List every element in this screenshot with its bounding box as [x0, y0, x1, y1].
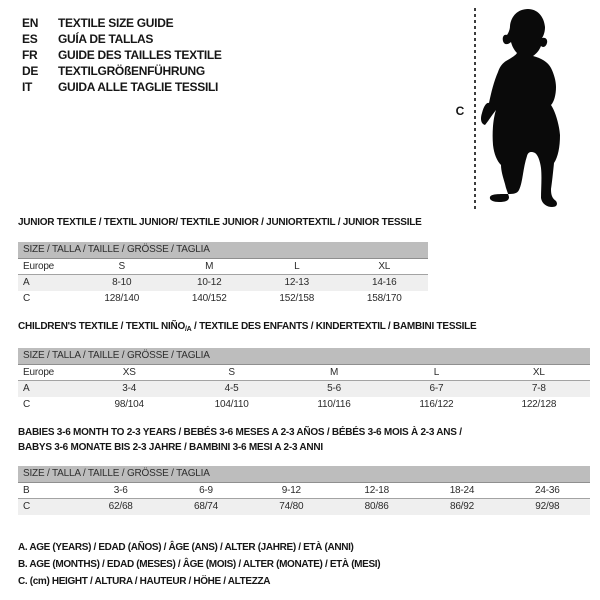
row-label: B	[23, 485, 30, 496]
title-children-subscript: /A	[184, 326, 192, 333]
table-cell: 62/68	[108, 501, 133, 512]
table-cell: 92/98	[535, 501, 560, 512]
table-cell: 128/140	[104, 293, 140, 304]
table-cell: 104/110	[214, 399, 249, 410]
table-cell: 7-8	[531, 383, 546, 394]
lang-row-de	[22, 63, 222, 79]
row-label: Europe	[23, 261, 55, 272]
table-cell: 12-13	[284, 277, 310, 288]
lang-title: TEXTILGRÖßENFÜHRUNG	[58, 64, 205, 78]
table-cell: L	[433, 367, 440, 378]
table-row-europe	[18, 365, 590, 381]
table-row-a	[18, 275, 428, 291]
table-row-c	[18, 499, 590, 515]
lang-row-fr	[22, 47, 222, 63]
table-row-b	[18, 483, 590, 499]
section-title-children	[18, 321, 476, 333]
table-cell: XS	[122, 367, 136, 378]
table-cell: 4-5	[224, 383, 239, 394]
table-cell: 122/128	[521, 399, 557, 410]
table-cell: 86/92	[449, 501, 474, 512]
legend-line-c: C. (cm) HEIGHT / ALTURA / HAUTEUR / HÖHE / ALTEZZA	[18, 576, 271, 587]
table-cell: S	[118, 261, 125, 272]
junior-size-table	[18, 242, 428, 307]
lang-code: IT	[22, 80, 33, 94]
table-cell: 68/74	[193, 501, 218, 512]
table-row-c	[18, 397, 590, 413]
section-title-junior: JUNIOR TEXTILE / TEXTIL JUNIOR/ TEXTILE JUNIOR / JUNIORTEXTIL / JUNIOR TESSILE	[18, 217, 422, 228]
table-cell: 6-7	[429, 383, 444, 394]
row-label: C	[23, 399, 31, 410]
table-row-europe	[18, 259, 428, 275]
lang-row-en	[22, 15, 222, 31]
table-header-bar: SIZE / TALLA / TAILLE / GRÖSSE / TAGLIA	[18, 348, 590, 365]
table-cell: 3-4	[122, 383, 137, 394]
row-label: Europe	[23, 367, 55, 378]
table-cell: 9-12	[281, 485, 301, 496]
lang-row-it	[22, 79, 222, 95]
children-size-table	[18, 348, 590, 413]
lang-code: DE	[22, 64, 39, 78]
title-children-pre: CHILDREN'S TEXTILE / TEXTIL NIÑO	[18, 321, 185, 332]
table-cell: 10-12	[196, 277, 222, 288]
lang-code: EN	[22, 16, 39, 30]
lang-code: FR	[22, 48, 38, 62]
lang-code: ES	[22, 32, 38, 46]
table-cell: 80/86	[364, 501, 389, 512]
lang-row-es	[22, 31, 222, 47]
row-label: C	[23, 293, 31, 304]
table-cell: L	[294, 261, 300, 272]
title-babies-line2: BABYS 3-6 MONATE BIS 2-3 JAHRE / BAMBINI 3-6 MESI A 2-3 ANNI	[18, 442, 323, 453]
table-cell: 74/80	[279, 501, 304, 512]
table-cell: 158/170	[366, 293, 402, 304]
table-cell: 24-36	[535, 485, 560, 496]
table-cell: 116/122	[419, 399, 454, 410]
table-cell: 18-24	[449, 485, 475, 496]
table-cell: 14-16	[371, 277, 397, 288]
table-cell: 12-18	[364, 485, 389, 496]
table-cell: 8-10	[112, 277, 132, 288]
table-cell: 152/158	[279, 293, 315, 304]
lang-title: TEXTILE SIZE GUIDE	[58, 16, 174, 30]
legend-line-b: B. AGE (MONTHS) / EDAD (MESES) / ÂGE (MOIS) / ALTER (MONATE) / ETÀ (MESI)	[18, 559, 381, 570]
legend	[18, 539, 380, 590]
lang-title: GUÍA DE TALLAS	[58, 32, 154, 46]
height-dashed-line	[474, 8, 476, 209]
baby-silhouette	[480, 5, 580, 210]
language-header	[22, 15, 222, 95]
table-row-a	[18, 381, 590, 397]
table-cell: M	[329, 367, 339, 378]
row-label: A	[23, 383, 30, 394]
legend-line-a: A. AGE (YEARS) / EDAD (AÑOS) / ÂGE (ANS) / ALTER (JAHRE) / ETÀ (ANNI)	[18, 542, 354, 553]
section-title-babies	[18, 425, 462, 455]
table-cell: 110/116	[317, 399, 351, 410]
table-cell: S	[228, 367, 235, 378]
table-row-c	[18, 291, 428, 307]
row-label: A	[23, 277, 30, 288]
table-cell: 140/152	[191, 293, 227, 304]
lang-title: GUIDA ALLE TAGLIE TESSILI	[58, 80, 219, 94]
table-cell: XL	[532, 367, 545, 378]
table-cell: XL	[378, 261, 391, 272]
lang-title: GUIDE DES TAILLES TEXTILE	[58, 48, 222, 62]
row-label: C	[23, 501, 31, 512]
table-cell: 98/104	[114, 399, 144, 410]
title-children-post: / TEXTILE DES ENFANTS / KINDERTEXTIL / BAMBINI TESSILE	[191, 321, 477, 332]
babies-size-table	[18, 466, 590, 515]
height-measure-label: C	[455, 104, 465, 118]
table-header-bar: SIZE / TALLA / TAILLE / GRÖSSE / TAGLIA	[18, 242, 428, 259]
title-babies-line1: BABIES 3-6 MONTH TO 2-3 YEARS / BEBÉS 3-6 MESES A 2-3 AÑOS / BÉBÉS 3-6 MOIS À 2-3 ANS /	[18, 427, 462, 438]
table-cell: M	[205, 261, 214, 272]
table-cell: 3-6	[113, 485, 128, 496]
table-header-bar: SIZE / TALLA / TAILLE / GRÖSSE / TAGLIA	[18, 466, 590, 483]
table-cell: 5-6	[327, 383, 341, 394]
table-cell: 6-9	[199, 485, 213, 496]
